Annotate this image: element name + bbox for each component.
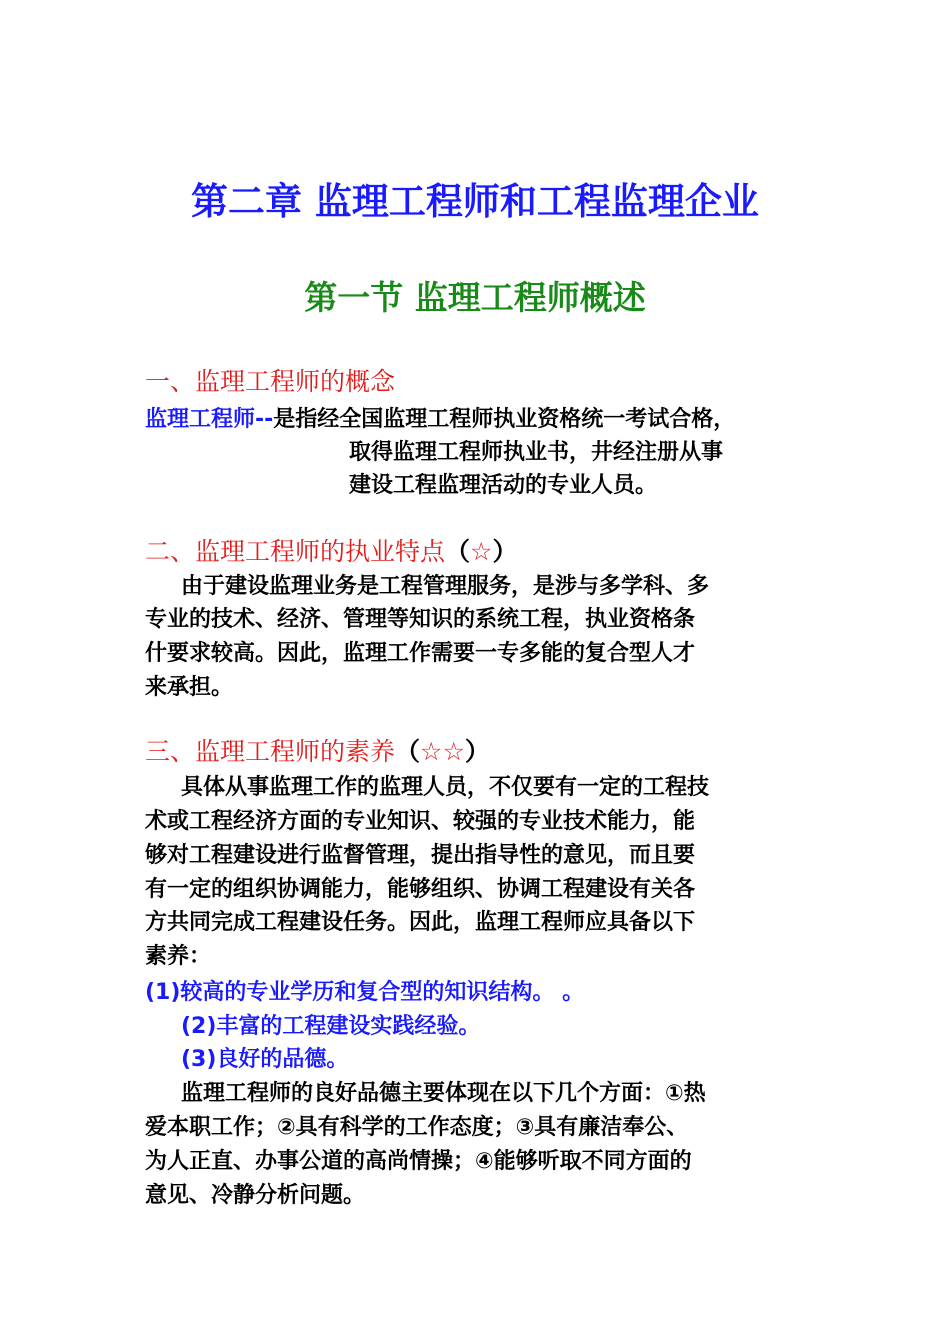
paragraph-line: 素养： xyxy=(145,944,212,969)
paragraph-line: 有一定的组织协调能力，能够组织、协调工程建设有关各 xyxy=(145,877,696,902)
paragraph-line: 爱本职工作；②具有科学的工作态度；③具有廉洁奉公、 xyxy=(145,1115,689,1140)
chapter-title: 第二章 监理工程师和工程监理企业 xyxy=(191,180,759,223)
heading-qualities-text: 三、监理工程师的素养 xyxy=(145,737,396,766)
definition-term: 监理工程师-- xyxy=(145,407,274,432)
paragraph-line: 由于建设监理业务是工程管理服务，是涉与多学科、多 xyxy=(181,574,710,599)
paragraph-line: 够对工程建设进行监督管理，提出指导性的意见，而且要 xyxy=(145,843,696,868)
star-rating: ☆ xyxy=(470,537,493,566)
star-rating: ☆☆ xyxy=(420,737,465,766)
heading-qualities xyxy=(145,735,490,769)
heading-practice-features-text: 二、监理工程师的执业特点 xyxy=(145,537,446,566)
definition-continuation: 建设工程监理活动的专业人员。 xyxy=(349,473,658,498)
definition-text: 是指经全国监理工程师执业资格统一考试合格， xyxy=(273,407,736,432)
paren-close: ） xyxy=(464,737,490,766)
paragraph-line: 专业的技术、经济、管理等知识的系统工程，执业资格条 xyxy=(145,607,696,632)
heading-concept xyxy=(145,365,395,399)
paragraph-line: 来承担。 xyxy=(145,675,234,700)
paragraph-line: 什要求较高。因此，监理工作需要一专多能的复合型人才 xyxy=(145,641,696,666)
paren-open: （ xyxy=(395,737,421,766)
definition-line xyxy=(145,403,735,436)
paragraph-line: 意见、冷静分析问题。 xyxy=(145,1183,366,1208)
definition-continuation: 取得监理工程师执业书，井经注册从事 xyxy=(349,440,724,465)
paragraph-line: 监理工程师的良好品德主要体现在以下几个方面：①热 xyxy=(181,1081,706,1106)
paragraph-line: 为人正直、办事公道的高尚情操；④能够听取不同方面的 xyxy=(145,1149,692,1174)
paragraph-line: 术或工程经济方面的专业知识、较强的专业技术能力，能 xyxy=(145,809,696,834)
paragraph-line: 具体从事监理工作的监理人员，不仅要有一定的工程技 xyxy=(181,775,710,800)
paren-open: （ xyxy=(445,537,471,566)
heading-practice-features xyxy=(145,535,517,569)
paragraph-line: 方共同完成工程建设任务。因此，监理工程师应具备以下 xyxy=(145,910,696,935)
heading-concept-text: 一、监理工程师的概念 xyxy=(145,367,396,396)
quality-item: (3)良好的品德。 xyxy=(181,1047,349,1072)
section-title: 第一节 监理工程师概述 xyxy=(304,278,646,317)
paren-close: ） xyxy=(492,537,518,566)
quality-item: (1)较高的专业学历和复合型的知识结构。 。 xyxy=(145,980,585,1005)
quality-item: (2)丰富的工程建设实践经验。 xyxy=(181,1014,481,1039)
